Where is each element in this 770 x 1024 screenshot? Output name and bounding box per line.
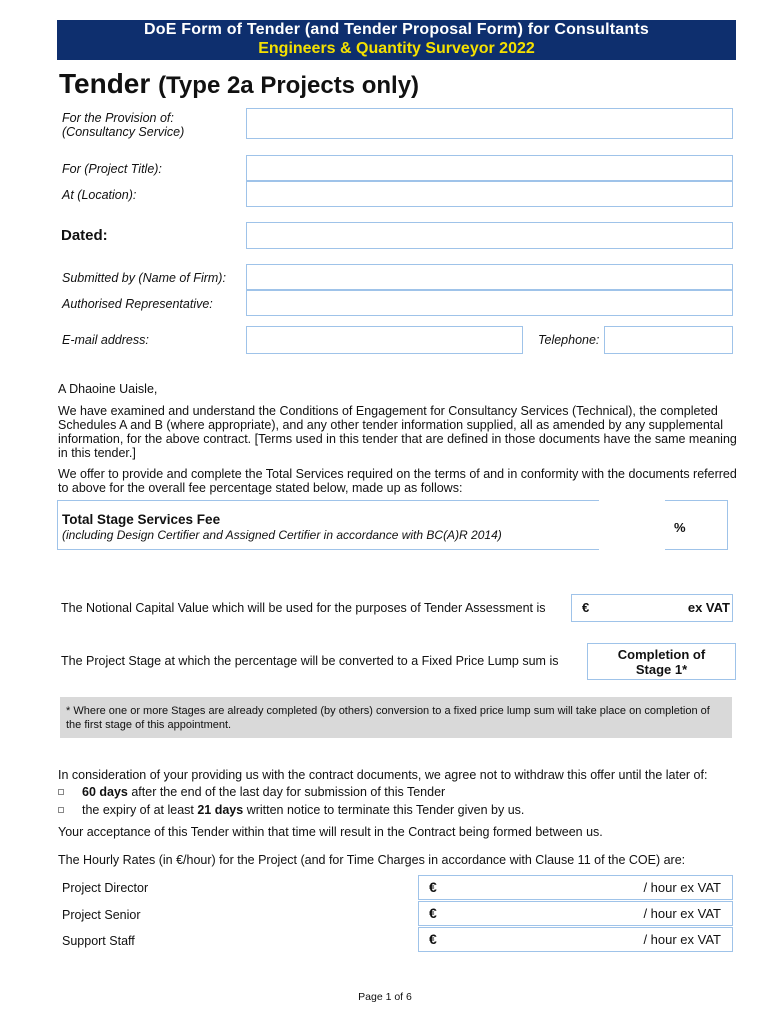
notional-capital-text: The Notional Capital Value which will be used for the purposes of Tender Assessment is [61, 601, 546, 615]
rate-label-project-senior: Project Senior [62, 908, 141, 922]
bullet2-text: written notice to terminate this Tender given by us. [243, 803, 525, 817]
page-number: Page 1 of 6 [358, 991, 412, 1003]
stage-value-line1: Completion of [617, 647, 706, 662]
bullet-21-days [58, 803, 524, 817]
title-sub: (Type 2a Projects only) [158, 72, 420, 99]
greeting: A Dhaoine Uaisle, [58, 382, 158, 396]
rate-field-support-staff[interactable] [418, 927, 733, 952]
location-field[interactable] [246, 181, 733, 207]
dated-field[interactable] [246, 222, 733, 249]
authorised-rep-field[interactable] [246, 290, 733, 316]
fee-percentage-field[interactable] [599, 500, 665, 550]
submitted-by-label: Submitted by (Name of Firm): [62, 271, 226, 285]
submitted-by-field[interactable] [246, 264, 733, 290]
project-stage-value-box [587, 643, 736, 680]
fee-subtitle: (including Design Certifier and Assigned Certifier in accordance with BC(A)R 2014) [62, 528, 502, 542]
bullet1-text: after the end of the last day for submission of this Tender [127, 785, 446, 799]
checkbox-icon [58, 789, 64, 795]
bullet2-pre: the expiry of at least [82, 803, 198, 817]
rate-field-project-director[interactable] [418, 875, 733, 900]
rate-unit: / hour ex VAT [643, 932, 721, 947]
hourly-rates-intro: The Hourly Rates (in €/hour) for the Project (and for Time Charges in accordance with Clause 11 of the COE) are: [58, 853, 686, 867]
rate-label-support-staff: Support Staff [62, 934, 135, 948]
email-label: E-mail address: [62, 333, 149, 347]
ex-vat-label: ex VAT [687, 600, 730, 615]
bullet-60-days [58, 785, 445, 799]
telephone-field[interactable] [604, 326, 733, 354]
project-title-label: For (Project Title): [62, 162, 162, 176]
percent-symbol: % [674, 520, 686, 535]
euro-symbol: € [429, 879, 437, 895]
dated-label: Dated: [61, 227, 108, 244]
telephone-label: Telephone: [538, 333, 600, 347]
fee-title: Total Stage Services Fee [62, 512, 221, 527]
euro-symbol: € [429, 931, 437, 947]
bullet1-bold: 60 days [82, 785, 128, 799]
consideration-intro: In consideration of your providing us with the contract documents, we agree not to withdraw this offer until the later of: [58, 768, 708, 782]
email-field[interactable] [246, 326, 523, 354]
header-banner [57, 20, 736, 60]
project-stage-text: The Project Stage at which the percentage will be converted to a Fixed Price Lump sum is [61, 654, 559, 668]
acceptance-text: Your acceptance of this Tender within that time will result in the Contract being formed between us. [58, 825, 603, 839]
notional-capital-field[interactable] [571, 594, 733, 622]
stage-value-line2: Stage 1* [635, 662, 688, 677]
provision-sublabel: (Consultancy Service) [62, 125, 185, 139]
provision-field[interactable] [246, 108, 733, 139]
header-subtitle: Engineers & Quantity Surveyor 2022 [258, 40, 535, 57]
header-title: DoE Form of Tender (and Tender Proposal Form) for Consultants [144, 21, 649, 38]
rate-unit: / hour ex VAT [643, 906, 721, 921]
project-title-field[interactable] [246, 155, 733, 181]
bullet2-bold: 21 days [197, 803, 244, 817]
title-main: Tender [59, 68, 151, 99]
euro-symbol: € [582, 600, 590, 615]
location-label: At (Location): [62, 188, 137, 202]
rate-field-project-senior[interactable] [418, 901, 733, 926]
offer-paragraph: We offer to provide and complete the Total Services required on the terms of and in conformity with the documents referred to above for the overall fee percentage stated below, made up as follows: [58, 467, 737, 495]
total-fee-box [57, 500, 728, 550]
euro-symbol: € [429, 905, 437, 921]
checkbox-icon [58, 807, 64, 813]
stage-note: * Where one or more Stages are already completed (by others) conversion to a fixed price lump sum will take place on completion of the first stage of this appointment. [60, 697, 732, 738]
page-title [59, 66, 419, 104]
rate-unit: / hour ex VAT [643, 880, 721, 895]
authorised-rep-label: Authorised Representative: [62, 297, 213, 311]
intro-paragraph: We have examined and understand the Conditions of Engagement for Consultancy Services (Technical), the completed Schedules A and B (where appropriate), and any other tender information supplied, all as amended by any supplemental information, for the above contract. [Terms used in this tender that are defined in those documents have the same meaning in this tender.] [58, 404, 737, 460]
rate-label-project-director: Project Director [62, 881, 149, 895]
provision-label: For the Provision of: [62, 111, 174, 125]
